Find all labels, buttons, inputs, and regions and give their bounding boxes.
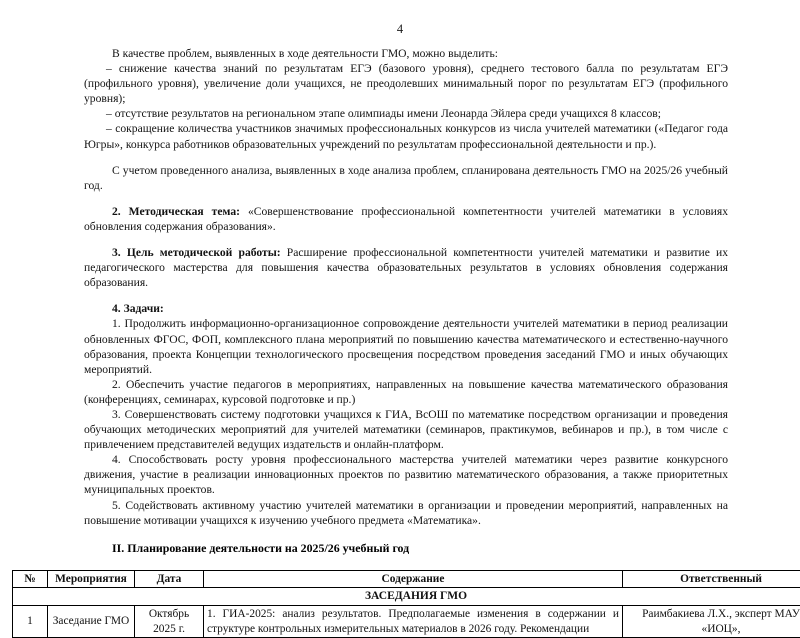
table-row bbox=[13, 605, 800, 637]
methodical-topic-label: 2. Методическая тема: bbox=[112, 205, 240, 218]
table-band-label: ЗАСЕДАНИЯ ГМО bbox=[13, 588, 800, 606]
task-item-4: 4. Способствовать росту уровня профессионального мастерства учителей математики через развитие конкурсного движения, участие в реализации инновационных проектов по развитию математического образования, а также приоритетных муниципальных проектов. bbox=[84, 452, 728, 497]
document-body bbox=[0, 36, 800, 556]
page-number: 4 bbox=[0, 0, 800, 36]
table-header bbox=[13, 570, 800, 588]
activity-plan-table bbox=[12, 570, 800, 638]
problem-item-1: – снижение качества знаний по результатам ЕГЭ (базового уровня), среднего тестового балла по результатам ЕГЭ (профильного уровня), увеличение доли учащихся, не преодолевших минимальный порог по результатам ЕГЭ (профильного уровня); bbox=[84, 61, 728, 106]
planning-section-heading: II. Планирование деятельности на 2025/26 учебный год bbox=[84, 541, 728, 556]
table-cell-responsible: Раимбакиева Л.Х., эксперт МАУ «ИОЦ», bbox=[623, 605, 800, 637]
problems-intro-paragraph: В качестве проблем, выявленных в ходе деятельности ГМО, можно выделить: bbox=[84, 46, 728, 61]
table-cell-date: Октябрь 2025 г. bbox=[135, 605, 204, 637]
analysis-paragraph: С учетом проведенного анализа, выявленных в ходе анализа проблем, спланирована деятельность ГМО на 2025/26 учебный год. bbox=[84, 163, 728, 193]
table-cell-num: 1 bbox=[13, 605, 48, 637]
methodical-topic-text: «Совершенствование профессиональной компетентности учителей математики в условиях обновления содержания образования». bbox=[84, 205, 728, 233]
table-cell-event: Заседание ГМО bbox=[48, 605, 135, 637]
task-item-5: 5. Содействовать активному участию учителей математики в организации и проведении мероприятий, направленных на повышение мотивации учащихся к изучению учебного предмета «Математика». bbox=[84, 498, 728, 528]
goal-text: Расширение профессиональной компетентности учителей математики и развитие их педагогического мастерства для повышения качества образовательных результатов в условиях обновления содержания образования. bbox=[84, 246, 728, 289]
table-band-row bbox=[13, 588, 800, 606]
table-header-date: Дата bbox=[135, 570, 204, 588]
task-item-1: 1. Продолжить информационно-организационное сопровождение деятельности учителей математики в период реализации обновленных ФГОС, ФОП, комплексного плана мероприятий по повышению качества математического и естественно-научного образования, проекта Концепции технологического просвещения посредством проведения заседаний ГМО и иных обучающих мероприятий. bbox=[84, 316, 728, 376]
table-header-num: № bbox=[13, 570, 48, 588]
task-item-2: 2. Обеспечить участие педагогов в мероприятиях, направленных на повышение качества математического образования (конференциях, семинарах, курсовой подготовке и пр.) bbox=[84, 377, 728, 407]
problem-item-3: – сокращение количества участников значимых профессиональных конкурсов из числа учителей математики («Педагог года Югры», конкурса работников образовательных учреждений по результатам профессиональной деятельности и пр.). bbox=[84, 121, 728, 151]
goal-paragraph bbox=[84, 245, 728, 290]
table-header-row bbox=[13, 570, 800, 588]
table-header-responsible: Ответственный bbox=[623, 570, 800, 588]
table-cell-content: 1. ГИА-2025: анализ результатов. Предполагаемые изменения в содержании и структуре контрольных измерительных материалов в 2026 году. Рекомендации bbox=[204, 605, 623, 637]
table-header-event: Мероприятия bbox=[48, 570, 135, 588]
table-header-content: Содержание bbox=[204, 570, 623, 588]
task-item-3: 3. Совершенствовать систему подготовки учащихся к ГИА, ВсОШ по математике посредством организации и проведения обучающих методических мероприятий для учителей математики (семинаров, практикумов, вебинаров и пр.), в том числе с привлечением представителей ведущих издательств и онлайн-платформ. bbox=[84, 407, 728, 452]
goal-label: 3. Цель методической работы: bbox=[112, 246, 281, 259]
tasks-heading: 4. Задачи: bbox=[84, 301, 728, 316]
table-body bbox=[13, 588, 800, 638]
methodical-topic-paragraph bbox=[84, 204, 728, 234]
problem-item-2: – отсутствие результатов на региональном этапе олимпиады имени Леонарда Эйлера среди учащихся 8 классов; bbox=[84, 106, 728, 121]
